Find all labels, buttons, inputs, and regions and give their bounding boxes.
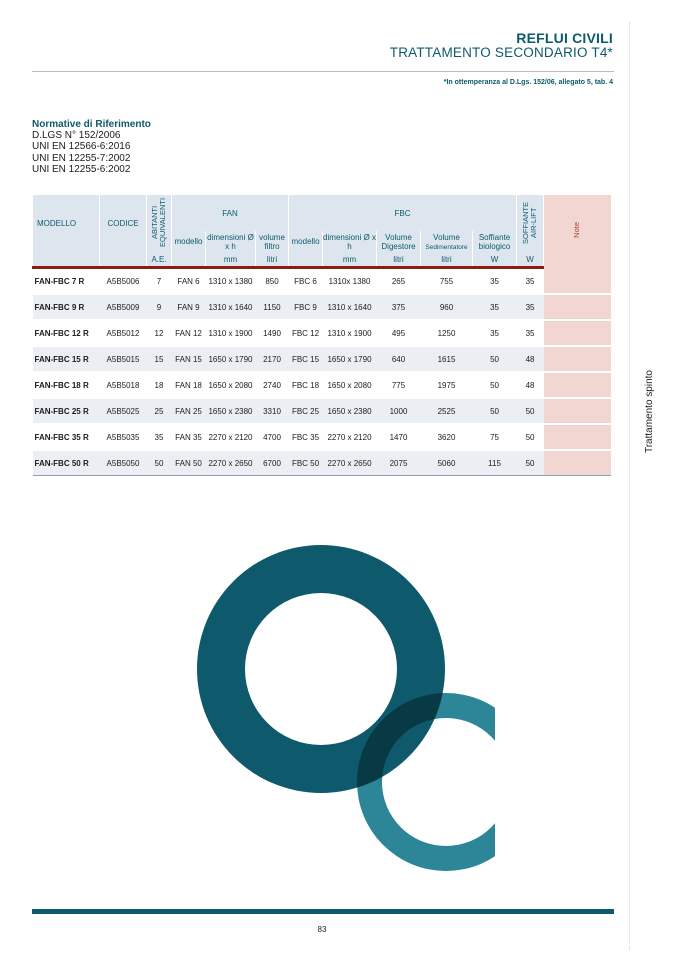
cell-fbc-dim: 1310 x 1900 xyxy=(323,320,377,346)
cell-note xyxy=(544,424,611,450)
header-abitanti xyxy=(147,195,172,252)
unit-blank xyxy=(172,252,206,268)
cell-dig: 495 xyxy=(377,320,421,346)
header-modello: MODELLO xyxy=(33,195,100,252)
cell-modello: FAN-FBC 15 R xyxy=(33,346,100,372)
unit-vol-sed: litri xyxy=(421,252,473,268)
header-vol-sed-1: Volume xyxy=(433,232,460,242)
product-table xyxy=(32,195,611,476)
cell-modello: FAN-FBC 18 R xyxy=(33,372,100,398)
header-divider xyxy=(32,71,614,72)
footer-bar xyxy=(32,909,614,914)
cell-modello: FAN-FBC 7 R xyxy=(33,268,100,295)
cell-fan-dim: 2270 x 2650 xyxy=(206,450,256,476)
header-fan: FAN xyxy=(172,195,289,231)
cell-ae: 9 xyxy=(147,294,172,320)
cell-sed: 2525 xyxy=(421,398,473,424)
header-note-label: Note xyxy=(572,222,582,239)
cell-modello: FAN-FBC 50 R xyxy=(33,450,100,476)
cell-fan-dim: 1310 x 1640 xyxy=(206,294,256,320)
cell-air: 48 xyxy=(517,372,544,398)
cell-air: 35 xyxy=(517,294,544,320)
cell-codice: A5B5009 xyxy=(100,294,147,320)
cell-sed: 1250 xyxy=(421,320,473,346)
footnote: *In ottemperanza al D.Lgs. 152/06, allegato 5, tab. 4 xyxy=(443,79,613,86)
cell-note xyxy=(544,268,611,295)
side-divider xyxy=(629,22,630,950)
header-vol-dig: Volume Digestore xyxy=(377,231,421,252)
unit-soff-bio: W xyxy=(473,252,517,268)
normative-item: UNI EN 12255-7:2002 xyxy=(32,152,131,164)
cell-sed: 3620 xyxy=(421,424,473,450)
cell-air: 50 xyxy=(517,424,544,450)
cell-fbc-dim: 1310 x 1640 xyxy=(323,294,377,320)
cell-modello: FAN-FBC 12 R xyxy=(33,320,100,346)
header-vol-sed-2: Sedimentatore xyxy=(425,243,468,251)
normative-title: Normative di Riferimento xyxy=(32,119,151,130)
table-row xyxy=(33,320,611,346)
cell-note xyxy=(544,398,611,424)
cell-fan-vol: 2740 xyxy=(256,372,289,398)
header-soffiante xyxy=(517,195,544,252)
cell-fbc-dim: 1310x 1380 xyxy=(323,268,377,295)
decorative-rings xyxy=(195,545,495,895)
cell-ae: 12 xyxy=(147,320,172,346)
table-row xyxy=(33,268,611,295)
header-fan-dim: dimensioni Ø x h xyxy=(207,232,254,251)
cell-fan: FAN 9 xyxy=(172,294,206,320)
page-subtitle: TRATTAMENTO SECONDARIO T4* xyxy=(389,45,613,60)
normative-block xyxy=(32,119,151,175)
cell-codice: A5B5025 xyxy=(100,398,147,424)
cell-dig: 375 xyxy=(377,294,421,320)
cell-fan-vol: 1490 xyxy=(256,320,289,346)
unit-fan-vol: litri xyxy=(256,252,289,268)
cell-dig: 1470 xyxy=(377,424,421,450)
page-number: 83 xyxy=(317,925,327,934)
section-sidebar-label: Trattamento spinto xyxy=(644,370,655,454)
table-row xyxy=(33,398,611,424)
header-fan-vol: volume filtro xyxy=(256,231,289,252)
cell-fbc: FBC 35 xyxy=(289,424,323,450)
cell-fbc-dim: 1650 x 2080 xyxy=(323,372,377,398)
cell-air: 50 xyxy=(517,398,544,424)
cell-codice: A5B5035 xyxy=(100,424,147,450)
table-row xyxy=(33,424,611,450)
cell-sed: 5060 xyxy=(421,450,473,476)
cell-bio: 115 xyxy=(473,450,517,476)
cell-fan: FAN 35 xyxy=(172,424,206,450)
header-vol-sed xyxy=(421,231,473,252)
header-soff-bio: Soffiante biologico xyxy=(473,231,517,252)
normative-list xyxy=(32,130,151,175)
cell-ae: 15 xyxy=(147,346,172,372)
cell-fan-dim: 1650 x 1790 xyxy=(206,346,256,372)
cell-fbc: FBC 50 xyxy=(289,450,323,476)
header-fbc: FBC xyxy=(289,195,517,231)
cell-fan-vol: 4700 xyxy=(256,424,289,450)
cell-fan-vol: 2170 xyxy=(256,346,289,372)
unit-vol-dig: litri xyxy=(377,252,421,268)
cell-fbc-dim: 2270 x 2120 xyxy=(323,424,377,450)
normative-item: D.LGS N° 152/2006 xyxy=(32,130,121,142)
cell-fan-dim: 1310 x 1900 xyxy=(206,320,256,346)
header-fan-modello: modello xyxy=(172,231,206,252)
cell-sed: 1615 xyxy=(421,346,473,372)
cell-dig: 1000 xyxy=(377,398,421,424)
cell-fbc: FBC 18 xyxy=(289,372,323,398)
cell-fbc: FBC 25 xyxy=(289,398,323,424)
cell-dig: 265 xyxy=(377,268,421,295)
cell-codice: A5B5006 xyxy=(100,268,147,295)
cell-sed: 960 xyxy=(421,294,473,320)
cell-ae: 50 xyxy=(147,450,172,476)
cell-air: 48 xyxy=(517,346,544,372)
cell-fbc: FBC 6 xyxy=(289,268,323,295)
cell-modello: FAN-FBC 9 R xyxy=(33,294,100,320)
cell-air: 35 xyxy=(517,268,544,295)
cell-codice: A5B5018 xyxy=(100,372,147,398)
header-abitanti-label: ABITANTI EQUIVALENTI xyxy=(150,197,167,248)
cell-note xyxy=(544,320,611,346)
cell-sed: 1975 xyxy=(421,372,473,398)
cell-note xyxy=(544,346,611,372)
header-note xyxy=(544,195,611,268)
cell-dig: 640 xyxy=(377,346,421,372)
cell-fbc: FBC 12 xyxy=(289,320,323,346)
cell-air: 35 xyxy=(517,320,544,346)
normative-item: UNI EN 12255-6:2002 xyxy=(32,163,131,175)
cell-ae: 18 xyxy=(147,372,172,398)
cell-ae: 25 xyxy=(147,398,172,424)
cell-modello: FAN-FBC 35 R xyxy=(33,424,100,450)
cell-bio: 35 xyxy=(473,268,517,295)
cell-fbc: FBC 15 xyxy=(289,346,323,372)
header-fbc-dim: dimensioni Ø x h xyxy=(323,232,376,251)
cell-bio: 35 xyxy=(473,294,517,320)
cell-fan: FAN 25 xyxy=(172,398,206,424)
cell-fan-vol: 850 xyxy=(256,268,289,295)
cell-codice: A5B5012 xyxy=(100,320,147,346)
cell-modello: FAN-FBC 25 R xyxy=(33,398,100,424)
cell-dig: 775 xyxy=(377,372,421,398)
cell-dig: 2075 xyxy=(377,450,421,476)
cell-fan: FAN 50 xyxy=(172,450,206,476)
cell-bio: 50 xyxy=(473,372,517,398)
cell-bio: 75 xyxy=(473,424,517,450)
cell-fan-vol: 6700 xyxy=(256,450,289,476)
unit-blank xyxy=(289,252,323,268)
cell-fan: FAN 12 xyxy=(172,320,206,346)
table-row xyxy=(33,294,611,320)
cell-bio: 50 xyxy=(473,398,517,424)
table-row xyxy=(33,346,611,372)
cell-fan-dim: 1650 x 2380 xyxy=(206,398,256,424)
cell-fan: FAN 18 xyxy=(172,372,206,398)
unit-fan-dim: mm xyxy=(206,252,256,268)
unit-blank xyxy=(100,252,147,268)
large-ring xyxy=(197,545,445,793)
header-soffiante-label: SOFFIANTE AIR-LIFT xyxy=(521,201,539,244)
cell-note xyxy=(544,450,611,476)
table-row xyxy=(33,450,611,476)
unit-blank xyxy=(33,252,100,268)
cell-fan: FAN 6 xyxy=(172,268,206,295)
cell-sed: 755 xyxy=(421,268,473,295)
cell-fan: FAN 15 xyxy=(172,346,206,372)
header-codice: CODICE xyxy=(100,195,147,252)
unit-soffiante: W xyxy=(517,252,544,268)
cell-bio: 35 xyxy=(473,320,517,346)
normative-item: UNI EN 12566-6:2016 xyxy=(32,141,131,153)
cell-note xyxy=(544,372,611,398)
cell-fan-dim: 1650 x 2080 xyxy=(206,372,256,398)
cell-fbc-dim: 2270 x 2650 xyxy=(323,450,377,476)
table-body xyxy=(33,268,611,476)
cell-air: 50 xyxy=(517,450,544,476)
cell-codice: A5B5050 xyxy=(100,450,147,476)
cell-codice: A5B5015 xyxy=(100,346,147,372)
unit-ae: A.E. xyxy=(147,252,172,268)
cell-fan-vol: 3310 xyxy=(256,398,289,424)
cell-fan-dim: 1310 x 1380 xyxy=(206,268,256,295)
unit-fbc-dim: mm xyxy=(323,252,377,268)
cell-bio: 50 xyxy=(473,346,517,372)
cell-fan-dim: 2270 x 2120 xyxy=(206,424,256,450)
cell-ae: 35 xyxy=(147,424,172,450)
cell-fbc-dim: 1650 x 2380 xyxy=(323,398,377,424)
cell-note xyxy=(544,294,611,320)
header-fbc-modello: modello xyxy=(289,231,323,252)
table-row xyxy=(33,372,611,398)
cell-ae: 7 xyxy=(147,268,172,295)
cell-fan-vol: 1150 xyxy=(256,294,289,320)
cell-fbc: FBC 9 xyxy=(289,294,323,320)
page-title: REFLUI CIVILI xyxy=(516,30,613,46)
cell-fbc-dim: 1650 x 1790 xyxy=(323,346,377,372)
